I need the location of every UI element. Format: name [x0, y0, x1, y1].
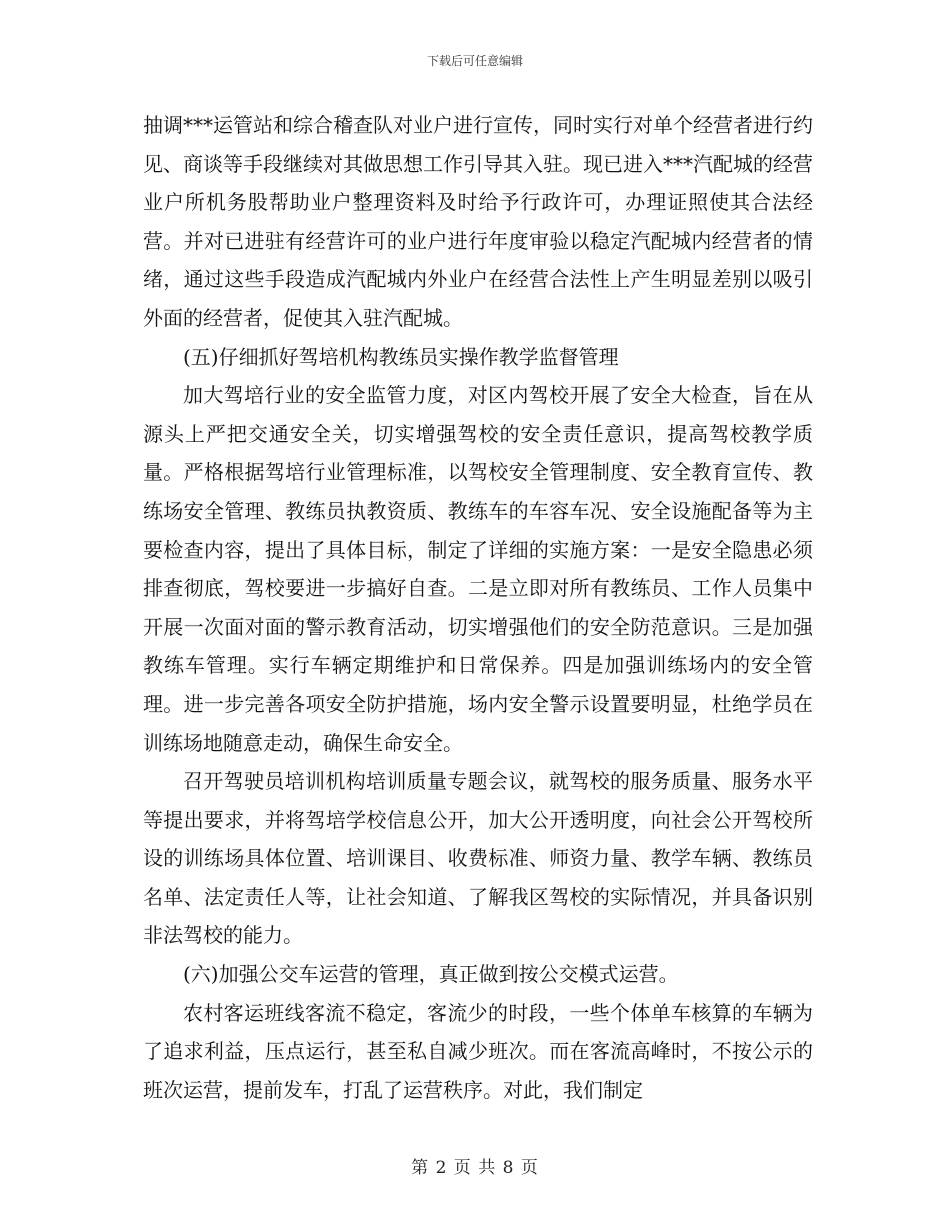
section-heading-6: (六)加强公交车运营的管理，真正做到按公交模式运营。 [183, 962, 679, 987]
page-number-footer: 第 2 页 共 8 页 [411, 1158, 539, 1178]
paragraph-continuation: 抽调***运管站和综合稽查队对业户进行宣传，同时实行对单个经营者进行约见、商谈等手段继续对其做思想工作引导其入驻。现已进入***汽配城的经营业户所机务股帮助业户整理资料及时给予行政许可，办理证照使其合法经营。并对已进驻有经营许可的业户进行年度审验以稳定汽配城内经营者的情绪，通过这些手段造成汽配城内外业户在经营合法性上产生明显差别以吸引外面的经营者，促使其入驻汽配城。 [143, 113, 813, 330]
section-heading-5: (五)仔细抓好驾培机构教练员实操作教学监督管理 [183, 344, 619, 369]
paragraph-quality-meeting: 召开驾驶员培训机构培训质量专题会议，就驾校的服务质量、服务水平等提出要求，并将驾培学校信息公开，加大公开透明度，向社会公开驾校所设的训练场具体位置、培训课目、收费标准、师资力量、教学车辆、教练员名单、法定责任人等，让社会知道、了解我区驾校的实际情况，并具备识别非法驾校的能力。 [143, 769, 813, 948]
page-header: 下载后可任意编辑 [426, 54, 523, 68]
document-body [143, 106, 813, 1109]
paragraph-rural-bus: 农村客运班线客流不稳定，客流少的时段，一些个体单车核算的车辆为了追求利益，压点运行，甚至私自减少班次。而在客流高峰时，不按公示的班次运营，提前发车，打乱了运营秩序。对此，我们制定 [143, 1000, 813, 1102]
paragraph-safety-inspection: 加大驾培行业的安全监管力度，对区内驾校开展了安全大检查，旨在从源头上严把交通安全关，切实增强驾校的安全责任意识，提高驾校教学质量。严格根据驾培行业管理标准，以驾校安全管理制度、安全教育宣传、教练场安全管理、教练员执教资质、教练车的车容车况、安全设施配备等为主要检查内容，提出了具体目标，制定了详细的实施方案：一是安全隐患必须排查彻底，驾校要进一步搞好自查。二是立即对所有教练员、工作人员集中开展一次面对面的警示教育活动，切实增强他们的安全防范意识。三是加强教练车管理。实行车辆定期维护和日常保养。四是加强训练场内的安全管理。进一步完善各项安全防护措施，场内安全警示设置要明显，杜绝学员在训练场地随意走动，确保生命安全。 [143, 383, 813, 755]
